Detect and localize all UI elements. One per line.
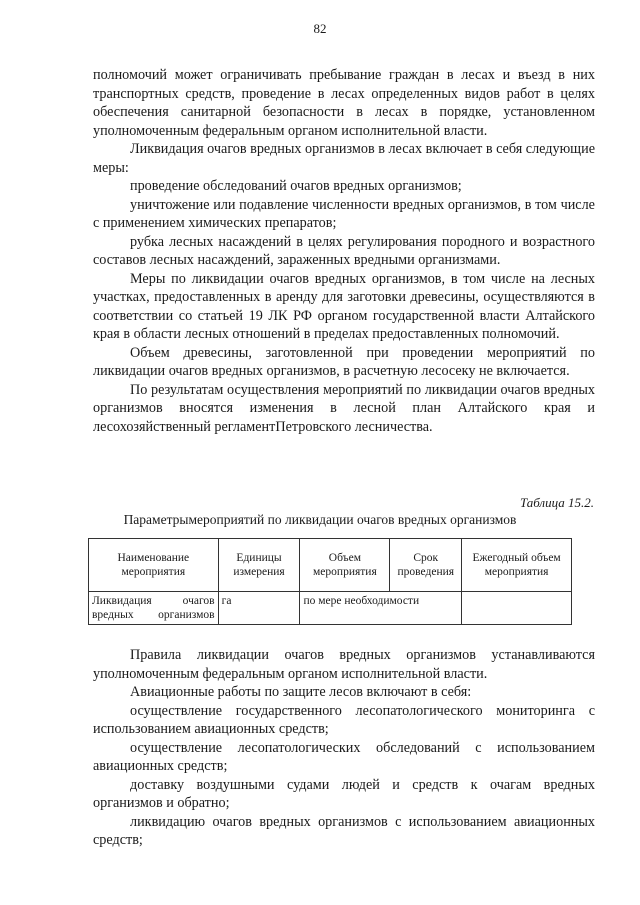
table-cell [462,592,572,625]
header-cell: Объем мероприятия [300,539,390,592]
table-cell: Ликвидация очагов вредных организмов [89,592,219,625]
header-cell: Единицы измерения [218,539,300,592]
top-text-block [93,66,595,436]
table-title: Параметрымероприятий по ликвидации очагов вредных организмов [123,512,517,527]
paragraph: уничтожение или подавление численности вредных организмов, в том числе с применением химических препаратов; [93,196,595,231]
header-cell: Ежегодный объем мероприятия [462,539,572,592]
table-row [89,592,572,625]
paragraph: Авиационные работы по защите лесов включают в себя: [130,684,472,700]
paragraph: осуществление лесопатологических обследований с использованием авиационных средств; [93,739,595,774]
paragraph: рубка лесных насаждений в целях регулирования породного и возрастного составов лесных насаждений, зараженных вредными организмами. [93,233,595,268]
table-cell: га [218,592,300,625]
header-cell: Наименование мероприятия [89,539,219,592]
paragraph: осуществление государственного лесопатологического мониторинга с использованием авиационных средств; [93,702,595,737]
header-cell: Срок проведения [390,539,462,592]
paragraph: Правила ликвидации очагов вредных организмов устанавливаются уполномоченным федеральным органом исполнительной власти. [93,647,595,682]
table-label: Таблица 15.2. [519,495,594,510]
paragraph: Объем древесины, заготовленной при проведении мероприятий по ликвидации очагов вредных организмов, в расчетную лесосеку не включается. [93,344,595,379]
paragraph: ликвидацию очагов вредных организмов с использованием авиационных средств; [93,813,595,848]
paragraph: проведение обследований очагов вредных организмов; [130,178,462,194]
bottom-text-block [93,646,595,850]
table-cell: по мере необходимости [300,592,462,625]
page-number: 82 [313,21,327,36]
paragraph: Меры по ликвидации очагов вредных организмов, в том числе на лесных участках, предоставленных в аренду для заготовки древесины, осуществляются в соответствии со статьей 19 ЛК РФ органом государственной власти Алтайского края в области лесных отношений в пределах предоставленных полномочий. [93,270,595,342]
paragraph: доставку воздушными судами людей и средств к очагам вредных организмов и обратно; [93,776,595,811]
paragraph: полномочий может ограничивать пребывание граждан в лесах и въезд в них транспортных средств, проведение в лесах определенных видов работ в целях обеспечения санитарной безопасности в лесах в порядке, установленном уполномоченным федеральным органом исполнительной власти. [93,67,595,139]
paragraph: Ликвидация очагов вредных организмов в лесах включает в себя следующие меры: [93,141,595,176]
paragraph: По результатам осуществления мероприятий по ликвидации очагов вредных организмов вносятся изменения в лесной план Алтайского края и лесохозяйственный регламентПетровского лесничества. [93,381,595,435]
table-header-row [89,539,572,592]
parameters-table [88,538,572,625]
